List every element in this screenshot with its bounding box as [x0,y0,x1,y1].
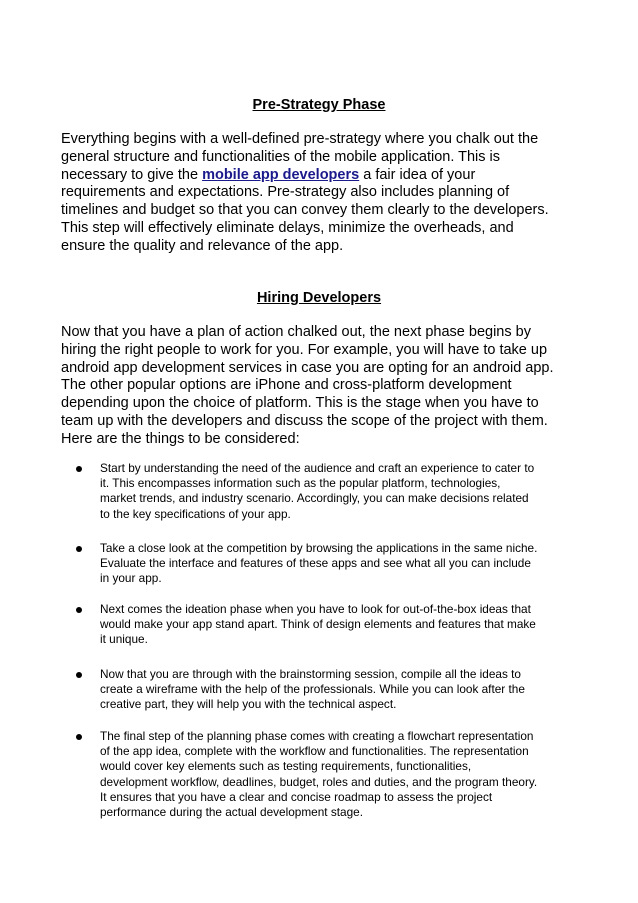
text-line: would cover key elements such as testing requirements, functionalities, [100,759,472,774]
text-line: creative part, they will help you with the technical aspect. [100,697,397,712]
text-line: requirements and expectations. Pre-strategy also includes planning of [61,184,510,201]
bullet-icon [76,466,82,472]
text-line-with-link [61,167,591,185]
bullet-icon [76,672,82,678]
hiring-developers-paragraph [61,324,591,449]
text-line: android app development services in case you are opting for an android app. [61,359,554,376]
text-line: It ensures that you have a clear and concise roadmap to assess the project [100,789,493,804]
text-fragment: a fair idea of your [359,166,476,183]
text-line: The other popular options are iPhone and cross-platform development [61,377,512,394]
text-line: Take a close look at the competition by browsing the applications in the same niche. [100,541,538,555]
text-line: timelines and budget so that you can convey them clearly to the developers. [61,202,549,219]
text-line: create a wireframe with the help of the professionals. While you can look after the [100,682,525,697]
text-line: would make your app stand apart. Think of design elements and features that make [100,617,536,632]
text-line: development workflow, deadlines, budget, roles and duties, and the program theory. [100,774,538,789]
mobile-app-developers-link[interactable]: mobile app developers [202,166,360,183]
text-line: Start by understanding the need of the audience and craft an experience to cater to [100,461,535,475]
text-line: market trends, and industry scenario. Accordingly, you can make decisions related [100,491,529,506]
text-line: of the app idea, complete with the workflow and functionalities. The representation [100,744,529,759]
text-line: to the key specifications of your app. [100,506,291,521]
list-item-text [100,461,580,522]
text-line: team up with the developers and discuss the scope of the project with them. [61,412,548,429]
text-line: in your app. [100,571,162,586]
bullet-icon [76,546,82,552]
list-item-text [100,602,580,648]
text-line: performance during the actual development stage. [100,805,363,820]
text-line: it. This encompasses information such as the popular platform, technologies, [100,476,501,491]
text-line: Now that you are through with the brainstorming session, compile all the ideas to [100,667,521,681]
list-item-text [100,541,580,587]
text-line: ensure the quality and relevance of the app. [61,237,344,254]
text-line: This step will effectively eliminate delays, minimize the overheads, and [61,219,514,236]
hiring-developers-heading: Hiring Developers [256,290,382,306]
text-line: depending upon the choice of platform. This is the stage when you have to [61,395,539,412]
list-item-text [100,729,580,820]
pre-strategy-heading: Pre-Strategy Phase [252,97,386,113]
text-line: Now that you have a plan of action chalked out, the next phase begins by [61,324,531,340]
bullet-icon [76,607,82,613]
text-line: Everything begins with a well-defined pre-strategy where you chalk out the [61,131,539,147]
text-line: general structure and functionalities of the mobile application. This is [61,148,501,165]
bullet-icon [76,734,82,740]
pre-strategy-paragraph [61,131,591,256]
text-line: Evaluate the interface and features of these apps and see what all you can include [100,556,531,571]
text-line: Next comes the ideation phase when you have to look for out-of-the-box ideas that [100,602,531,616]
text-fragment: necessary to give the [61,166,203,183]
text-line: hiring the right people to work for you. For example, you will have to take up [61,341,548,358]
text-line: The final step of the planning phase comes with creating a flowchart representation [100,729,534,743]
text-line: it unique. [100,632,148,647]
list-item-text [100,667,580,713]
text-line: Here are the things to be considered: [61,430,300,447]
